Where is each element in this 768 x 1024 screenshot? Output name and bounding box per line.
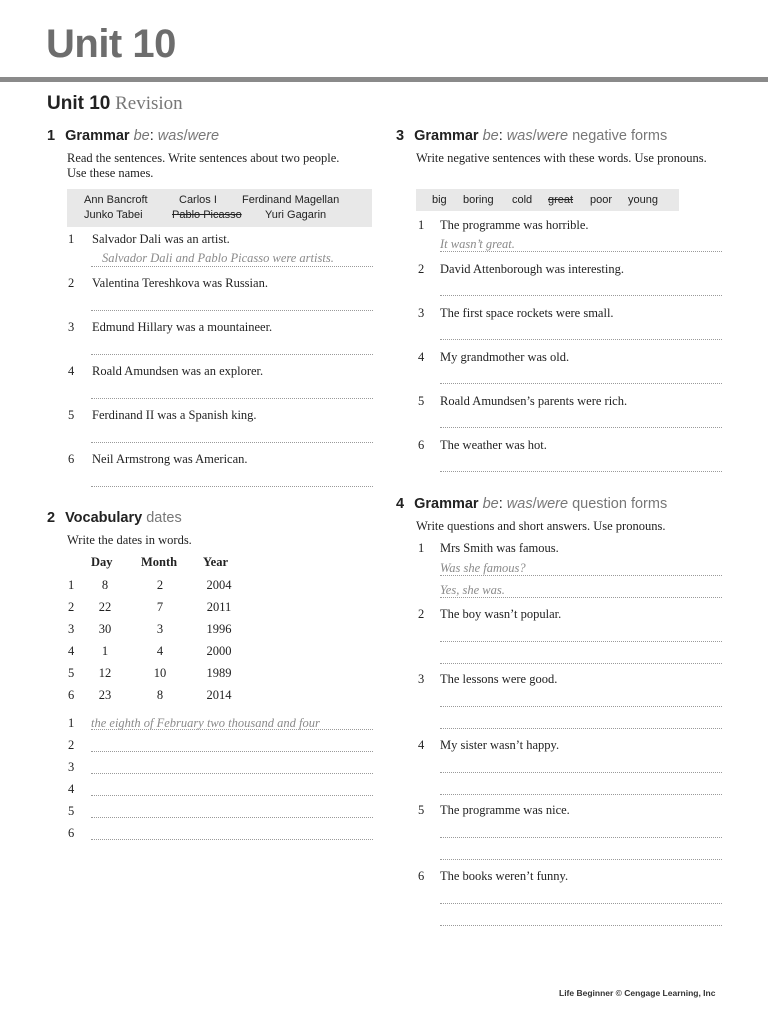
answer-line[interactable] — [91, 398, 373, 399]
section-1-slash: / — [183, 128, 188, 144]
cell-day: 8 — [101, 578, 109, 592]
answer-number: 1 — [68, 716, 75, 730]
row-number: 5 — [68, 666, 75, 680]
answer-line[interactable] — [91, 773, 373, 774]
answer-line[interactable] — [440, 663, 722, 664]
item-number: 5 — [68, 408, 75, 422]
item-prompt: Valentina Tereshkova was Russian. — [92, 276, 268, 290]
name-box-item: Junko Tabei — [84, 209, 143, 221]
answer-line[interactable] — [91, 839, 373, 840]
item-prompt: Salvador Dali was an artist. — [92, 232, 230, 246]
answer-line[interactable] — [440, 706, 722, 707]
item-number: 1 — [418, 218, 425, 232]
answer-line[interactable] — [440, 597, 722, 598]
answer-line[interactable] — [91, 486, 373, 487]
section-3-heading — [396, 128, 667, 144]
answer-line[interactable] — [91, 442, 373, 443]
item-number: 4 — [68, 364, 75, 378]
cell-day: 22 — [98, 600, 112, 614]
item-prompt: The first space rockets were small. — [440, 306, 614, 320]
section-4-were: were — [536, 496, 569, 512]
item-prompt: The programme was horrible. — [440, 218, 589, 232]
item-prompt: The lessons were good. — [440, 672, 558, 686]
cell-year: 1989 — [206, 666, 232, 680]
name-box-item: Yuri Gagarin — [265, 209, 327, 221]
row-number: 3 — [68, 622, 75, 636]
item-prompt: Roald Amundsen’s parents were rich. — [440, 394, 628, 408]
item-number: 4 — [418, 350, 425, 364]
item-prompt: The books weren’t funny. — [440, 868, 569, 883]
name-box-item-struck: Pablo Picasso — [172, 209, 242, 221]
word-box-item: poor — [590, 194, 613, 206]
name-box-item: Carlos I — [179, 194, 217, 206]
section-3-word-box — [416, 189, 679, 211]
cell-year: 2000 — [206, 644, 232, 658]
answer-line[interactable] — [440, 575, 722, 576]
answer-line[interactable] — [440, 903, 722, 904]
answer-line[interactable] — [440, 925, 722, 926]
item-number: 3 — [418, 672, 425, 686]
unit-header: Unit 10 — [46, 22, 176, 66]
item-number: 3 — [418, 306, 425, 320]
section-4-kind: Grammar — [414, 496, 479, 512]
name-box-item: Ferdinand Magellan — [242, 194, 340, 206]
section-4-slash: / — [532, 496, 537, 512]
cell-year: 2011 — [206, 600, 232, 614]
item-prompt: Edmund Hillary was a mountaineer. — [92, 320, 273, 334]
answer-line[interactable] — [91, 729, 373, 730]
answer-line[interactable] — [91, 310, 373, 311]
word-box-item: cold — [512, 194, 533, 206]
example-answer: the eighth of February two thousand and four — [91, 716, 320, 730]
section-4-instructions: Write questions and short answers. Use pronouns. — [416, 519, 666, 533]
section-3-slash: / — [532, 128, 537, 144]
page-title — [47, 93, 183, 115]
column-header-year: Year — [203, 555, 228, 569]
section-4-tail: question forms — [572, 496, 668, 512]
answer-line[interactable] — [91, 751, 373, 752]
word-box-item: young — [628, 194, 658, 206]
cell-year: 2004 — [206, 578, 232, 592]
section-1-kind: Grammar — [65, 128, 130, 144]
example-answer-short: Yes, she was. — [440, 583, 505, 597]
answer-number: 6 — [68, 826, 75, 840]
word-box-item-struck: great — [548, 194, 574, 206]
answer-line[interactable] — [440, 772, 722, 773]
column-header-month: Month — [141, 555, 178, 569]
answer-line[interactable] — [440, 251, 722, 252]
cell-day: 1 — [101, 644, 109, 658]
section-4-was: was — [506, 496, 533, 512]
name-box-item: Ann Bancroft — [84, 194, 148, 206]
section-1-number: 1 — [47, 128, 56, 144]
item-prompt: Neil Armstrong was American. — [92, 452, 248, 466]
item-prompt: Ferdinand II was a Spanish king. — [92, 408, 257, 422]
section-3-number: 3 — [396, 128, 405, 144]
example-answer: It wasn’t great. — [440, 237, 515, 251]
item-number: 4 — [418, 737, 425, 752]
section-2-heading — [47, 510, 182, 526]
section-3-was: was — [506, 128, 533, 144]
answer-line[interactable] — [440, 859, 722, 860]
word-box-item: big — [432, 194, 447, 206]
section-4-colon: : — [498, 496, 503, 512]
item-prompt: The boy wasn’t popular. — [440, 606, 562, 621]
item-number: 2 — [68, 276, 75, 290]
section-3-colon: : — [498, 128, 503, 144]
section-3-tail: negative forms — [572, 128, 668, 144]
cell-month: 4 — [156, 644, 164, 658]
item-prompt: David Attenborough was interesting. — [440, 262, 624, 276]
item-number: 5 — [418, 803, 425, 817]
answer-line[interactable] — [91, 354, 373, 355]
item-prompt: Mrs Smith was famous. — [440, 541, 559, 555]
answer-line[interactable] — [440, 383, 722, 384]
section-3-were: were — [536, 128, 569, 144]
answer-line[interactable] — [91, 795, 373, 796]
row-number: 1 — [68, 578, 75, 592]
cell-year: 1996 — [206, 622, 232, 636]
section-1-colon: : — [149, 128, 154, 144]
answer-line[interactable] — [91, 266, 373, 267]
header-rule — [0, 77, 768, 82]
answer-line[interactable] — [440, 641, 722, 642]
item-number: 2 — [418, 606, 425, 621]
section-3-instructions: Write negative sentences with these words. Use pronouns. — [416, 151, 707, 165]
answer-number: 3 — [68, 760, 75, 774]
item-number: 1 — [418, 541, 425, 555]
section-2-topic: dates — [146, 510, 182, 526]
item-prompt: The weather was hot. — [440, 438, 547, 452]
row-number: 4 — [68, 644, 75, 658]
section-3-kind: Grammar — [414, 128, 479, 144]
answer-number: 2 — [68, 738, 75, 752]
title-word: Revision — [115, 93, 183, 114]
example-answer: Salvador Dali and Pablo Picasso were artists. — [102, 251, 334, 265]
section-4-number: 4 — [396, 496, 405, 512]
item-prompt: The programme was nice. — [440, 803, 570, 817]
cell-day: 12 — [98, 666, 112, 680]
section-1-was: was — [157, 128, 184, 144]
word-box-item: boring — [463, 194, 494, 206]
cell-day: 30 — [98, 622, 112, 636]
answer-number: 5 — [68, 804, 75, 818]
answer-line[interactable] — [440, 427, 722, 428]
cell-month: 2 — [156, 578, 164, 592]
cell-month: 7 — [156, 600, 164, 614]
cell-month: 8 — [156, 688, 164, 702]
section-1-name-box — [67, 189, 372, 227]
section-4-heading — [396, 496, 667, 512]
item-prompt: My grandmother was old. — [440, 350, 570, 364]
cell-day: 23 — [98, 688, 112, 702]
section-1-be: be — [133, 128, 150, 144]
title-unit: Unit 10 — [47, 93, 111, 114]
answer-line[interactable] — [440, 837, 722, 838]
cell-month: 3 — [156, 622, 164, 636]
item-number: 1 — [68, 232, 75, 246]
answer-line[interactable] — [91, 817, 373, 818]
section-4-be: be — [482, 496, 499, 512]
answer-line[interactable] — [440, 471, 722, 472]
section-2-number: 2 — [47, 510, 56, 526]
item-number: 6 — [418, 438, 425, 452]
section-2-kind: Vocabulary — [65, 510, 143, 526]
item-number: 5 — [418, 394, 425, 408]
item-number: 2 — [418, 262, 425, 276]
section-1-were: were — [187, 128, 220, 144]
answer-line[interactable] — [440, 295, 722, 296]
row-number: 2 — [68, 600, 75, 614]
section-2-instructions: Write the dates in words. — [67, 533, 192, 547]
section-1-instructions: Read the sentences. Write sentences about two people. Use these names. — [67, 151, 340, 180]
section-1-heading — [47, 128, 219, 144]
footer-copyright: Life Beginner © Cengage Learning, Inc — [559, 988, 716, 998]
cell-month: 10 — [153, 666, 167, 680]
item-number: 6 — [418, 868, 425, 883]
answer-line[interactable] — [440, 794, 722, 795]
item-prompt: My sister wasn’t happy. — [440, 737, 560, 752]
item-prompt: Roald Amundsen was an explorer. — [92, 364, 264, 378]
answer-line[interactable] — [440, 728, 722, 729]
section-3-be: be — [482, 128, 499, 144]
row-number: 6 — [68, 688, 75, 702]
answer-number: 4 — [68, 782, 75, 796]
answer-line[interactable] — [440, 339, 722, 340]
cell-year: 2014 — [206, 688, 232, 702]
column-header-day: Day — [91, 555, 113, 569]
example-answer-question: Was she famous? — [440, 561, 526, 575]
item-number: 3 — [68, 320, 75, 334]
item-number: 6 — [68, 452, 75, 466]
